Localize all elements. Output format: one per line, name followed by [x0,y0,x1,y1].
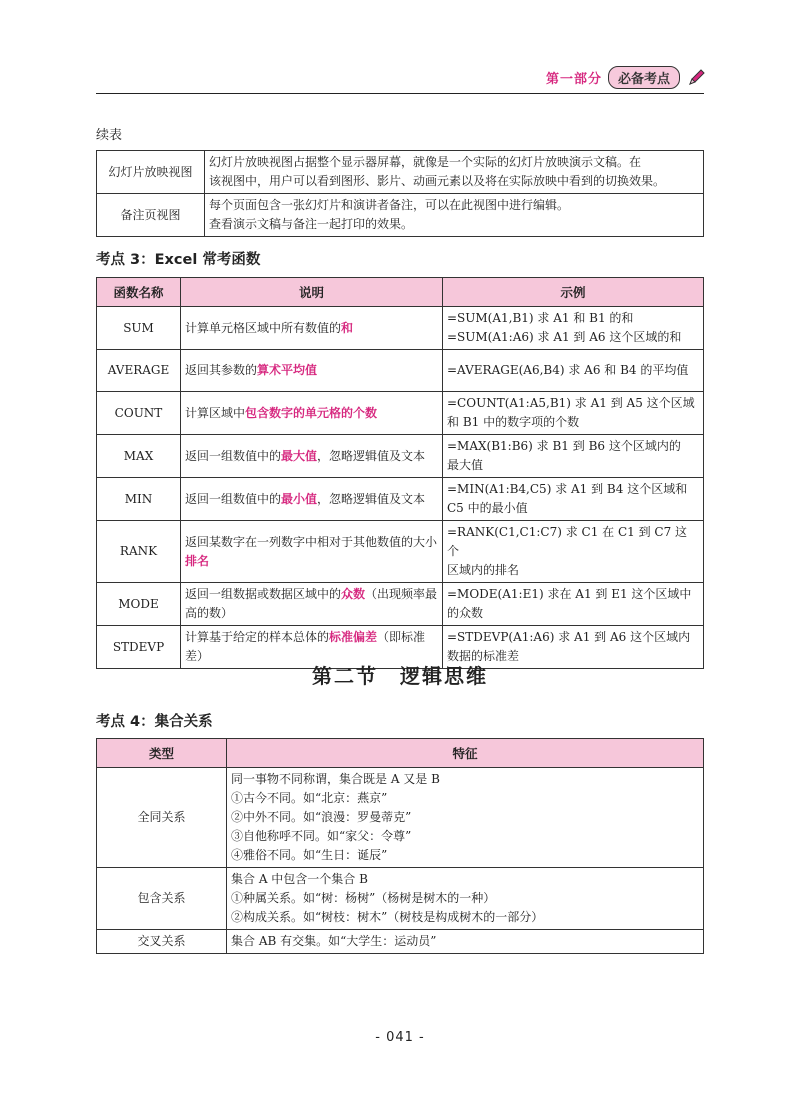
excel-table-body [97,307,704,669]
set-table-wrap [96,738,704,954]
set-relations-table [96,738,704,954]
function-name: SUM [97,307,181,350]
continued-label: 续表 [96,128,123,143]
table-header-row [97,739,704,768]
table-row [97,151,704,194]
view-desc-line: 该视图中，用户可以看到图形、影片、动画元素以及将在实际放映中看到的切换效果。 [209,174,666,188]
excel-table-wrap [96,277,704,669]
desc-text: 计算区域中 [185,405,246,420]
example-line: =AVERAGE(A6,B4) 求 A6 和 B4 的平均值 [447,363,689,377]
example-line: 数据的标准差 [447,649,520,663]
section3-title: 考点 3：Excel 常考函数 [96,252,261,268]
desc-text: ，忽略逻辑值及文本 [317,448,426,463]
table-row [97,521,704,583]
table-row [97,307,704,350]
feature-line: ①古今不同。如“北京：燕京” [231,791,388,805]
table-header-row [97,278,704,307]
desc-highlight: 最大值 [281,448,318,463]
relation-feature [227,768,704,868]
col-header-example: 示例 [443,278,704,307]
page-header [0,0,800,100]
function-name: STDEVP [97,626,181,669]
relation-feature [227,868,704,930]
function-desc [181,350,443,392]
views-table [96,150,704,237]
table-row [97,478,704,521]
function-example [443,521,704,583]
feature-line: 集合 AB 有交集。如“大学生：运动员” [231,934,437,948]
view-desc-line: 查看演示文稿与备注一起打印的效果。 [209,217,414,231]
view-name: 备注页视图 [97,194,205,237]
desc-text: 返回一组数值中的 [185,491,282,506]
function-desc [181,583,443,626]
function-desc [181,392,443,435]
view-desc-line: 幻灯片放映视图占据整个显示器屏幕，就像是一个实际的幻灯片放映演示文稿。在 [209,155,642,169]
function-name: MODE [97,583,181,626]
function-name: MIN [97,478,181,521]
table-row [97,392,704,435]
function-example [443,392,704,435]
example-line: =MIN(A1:B4,C5) 求 A1 到 B4 这个区域和 [447,482,688,496]
function-example [443,435,704,478]
example-line: =STDEVP(A1:A6) 求 A1 到 A6 这个区域内 [447,630,691,644]
desc-text: （出现频率最高的数） [185,587,438,620]
views-table-wrap [96,150,704,237]
function-desc [181,478,443,521]
function-name: RANK [97,521,181,583]
desc-text: 返回某数字在一列数字中相对于其他数值的大小 [185,534,438,549]
relation-type: 包含关系 [97,868,227,930]
desc-highlight: 排名 [185,553,210,568]
table-row [97,768,704,868]
function-name: MAX [97,435,181,478]
chapter-title: 第二节 逻辑思维 [312,664,488,688]
example-line: 最大值 [447,458,484,472]
function-example [443,350,704,392]
example-line: =COUNT(A1:A5,B1) 求 A1 到 A5 这个区域 [447,396,695,410]
col-header-type: 类型 [97,739,227,768]
desc-text: 计算单元格区域中所有数值的 [185,320,342,335]
desc-text: 返回其参数的 [185,363,258,377]
function-example [443,583,704,626]
feature-line: ②构成关系。如“树枝：树木”（树枝是构成树木的一部分） [231,910,544,924]
example-line: 和 B1 中的数字项的个数 [447,415,580,429]
view-desc [205,151,704,194]
table-row [97,194,704,237]
section4-title: 考点 4：集合关系 [96,714,213,730]
desc-highlight: 和 [341,320,354,335]
feature-line: ②中外不同。如“浪漫：罗曼蒂克” [231,810,412,824]
pencil-icon [686,68,706,88]
example-line: =SUM(A1,B1) 求 A1 和 B1 的和 [447,311,634,325]
view-name: 幻灯片放映视图 [97,151,205,194]
feature-line: 同一事物不同称谓，集合既是 A 又是 B [231,772,440,786]
section-badge: 必备考点 [608,66,680,89]
feature-line: ④雅俗不同。如“生日：诞辰” [231,848,388,862]
relation-type: 全同关系 [97,768,227,868]
table-row [97,868,704,930]
view-desc [205,194,704,237]
function-name: AVERAGE [97,350,181,392]
desc-highlight: 众数 [341,587,366,601]
example-line: =SUM(A1:A6) 求 A1 到 A6 这个区域的和 [447,330,682,344]
table-row [97,930,704,954]
example-line: 的众数 [447,606,484,620]
table-row [97,435,704,478]
function-name: COUNT [97,392,181,435]
desc-text: 计算基于给定的样本总体的 [185,630,330,644]
example-line: 区域内的排名 [447,563,520,577]
set-table-body [97,768,704,954]
part-label: 第一部分 [545,72,602,87]
function-example [443,478,704,521]
feature-line: ③自他称呼不同。如“家父：令尊” [231,829,412,843]
example-line: =MODE(A1:E1) 求在 A1 到 E1 这个区域中 [447,587,692,601]
excel-functions-table [96,277,704,669]
desc-highlight: 包含数字的单元格的个数 [245,405,378,420]
col-header-desc: 说明 [181,278,443,307]
desc-text: （即标准差） [185,630,426,663]
desc-highlight: 标准偏差 [329,630,378,644]
desc-highlight: 算术平均值 [257,363,318,377]
header-rule [96,93,704,94]
table-row [97,350,704,392]
header-right [546,66,706,89]
function-desc [181,307,443,350]
desc-highlight: 最小值 [281,491,318,506]
col-header-feature: 特征 [227,739,704,768]
table-row [97,583,704,626]
col-header-name: 函数名称 [97,278,181,307]
example-line: =MAX(B1:B6) 求 B1 到 B6 这个区域内的 [447,439,681,453]
desc-text: 返回一组数据或数据区域中的 [185,587,342,601]
function-desc [181,435,443,478]
example-line: C5 中的最小值 [447,501,528,515]
view-desc-line: 每个页面包含一张幻灯片和演讲者备注，可以在此视图中进行编辑。 [209,198,570,212]
relation-feature [227,930,704,954]
desc-text: ，忽略逻辑值及文本 [317,491,426,506]
desc-text: 返回一组数值中的 [185,448,282,463]
feature-line: ①种属关系。如“树：杨树”（杨树是树木的一种） [231,891,496,905]
example-line: =RANK(C1,C1:C7) 求 C1 在 C1 到 C7 这个 [447,525,688,558]
feature-line: 集合 A 中包含一个集合 B [231,872,368,886]
function-desc [181,521,443,583]
page-number: - 041 - [375,1030,425,1045]
relation-type: 交叉关系 [97,930,227,954]
function-example [443,307,704,350]
